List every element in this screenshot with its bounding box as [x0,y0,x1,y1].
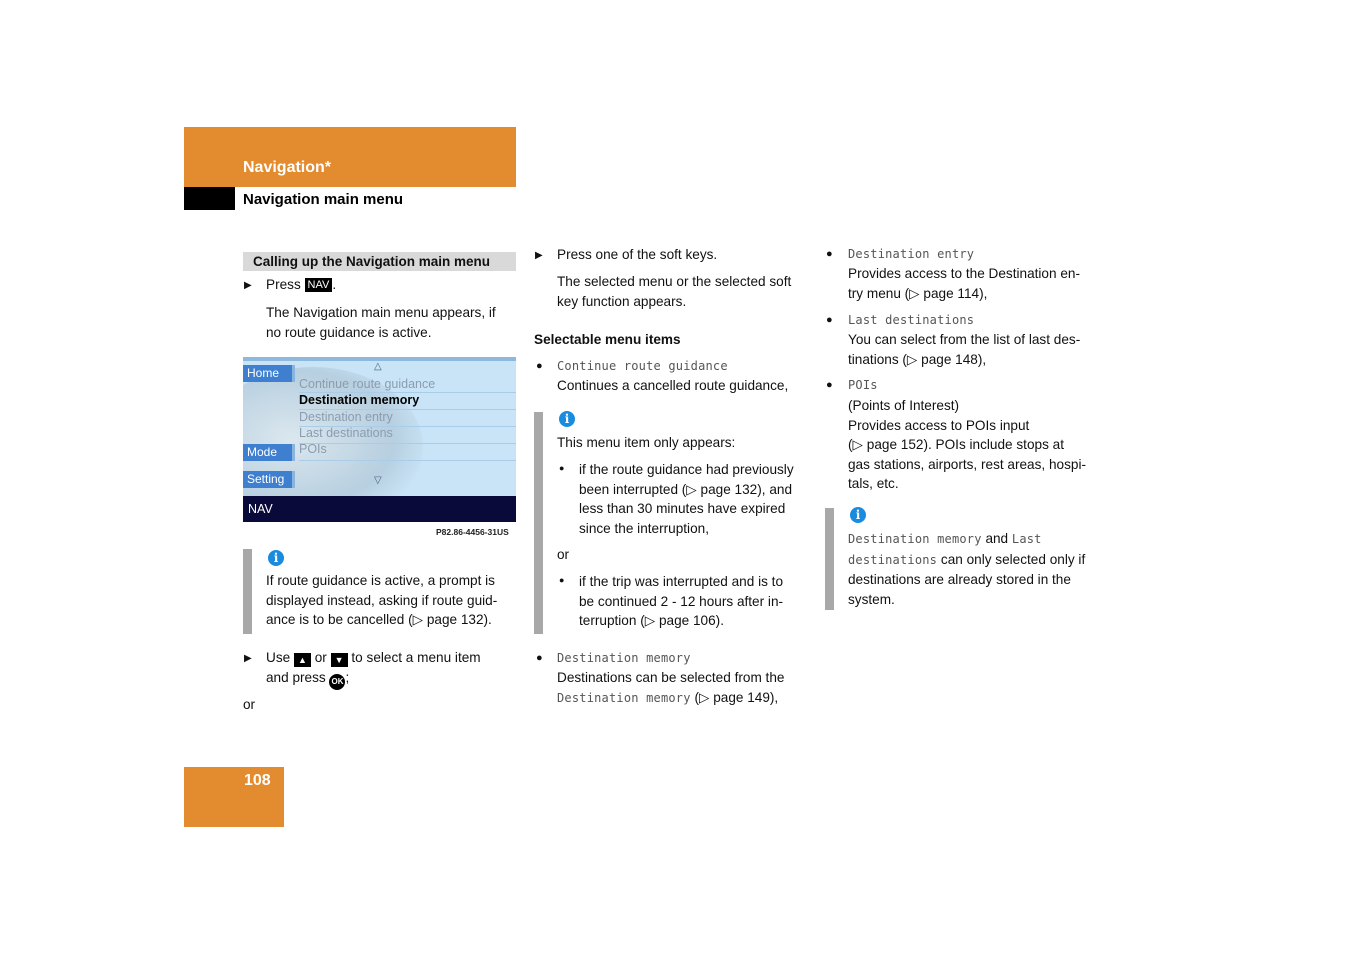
scroll-down-icon: ▽ [374,475,382,486]
info-icon: i [559,411,575,427]
ok-key-icon: OK [329,674,345,690]
bullet-icon: ● [826,248,833,260]
info-or: or [557,547,570,562]
bullet-icon: ● [559,463,565,473]
info-bullet: if the trip was interrupted and is to be continued 2 - 12 hours after in- terruption (▷ page 106). [579,574,784,628]
header-marker [184,187,235,210]
bullet-icon: ● [536,360,543,372]
step-result: The Navigation main menu appears, if no route guidance is active. [266,305,496,340]
menu-item-desc: Provides access to the Destination en- try menu (▷ page 114), [848,266,1080,301]
bullet-icon: ● [559,575,565,585]
screen-bottom-bar: NAV [243,496,516,522]
screen-item: Destination entry [299,410,393,424]
step-softkeys: Press one of the soft keys. [557,247,718,262]
info-bar [534,412,543,634]
bullet-icon: ● [536,652,543,664]
step-result: The selected menu or the selected soft key function appears. [557,274,792,309]
bullet-icon: ● [826,379,833,391]
step-press-nav: Press NAV . [266,277,337,292]
screen-item: POIs [299,442,327,456]
screen-tab-mode: Mode [243,444,295,461]
menu-item-desc: You can select from the list of last des- tinations (▷ page 148), [848,332,1081,367]
info-text: If route guidance is active, a prompt is displayed instead, asking if route guid- ance is to be cancelled (▷ page 132). [266,573,498,627]
menu-item-name: Destination entry [848,247,975,261]
subheading: Selectable menu items [534,332,681,347]
navigation-screen-image [243,357,516,522]
info-text: Destination memory and Last destinations can only selected only if destinations are already stored in the system. [848,531,1086,607]
page-title: Navigation main menu [243,191,404,208]
section-title: Navigation* [243,159,332,176]
screen-item: Last destinations [299,426,393,440]
bullet-icon: ● [826,314,833,326]
info-bar [243,549,252,634]
info-icon: i [850,507,866,523]
menu-item-name: POIs [848,378,878,392]
nav-key-icon: NAV [305,278,333,292]
menu-item-desc: Destinations can be selected from the Destination memory (▷ page 149), [557,670,785,705]
info-bullet: if the route guidance had previously been interrupted (▷ page 132), and less than 30 minutes have expired since the interruption, [579,462,794,536]
info-intro: This menu item only appears: [557,435,736,450]
down-key-icon: ▼ [331,653,348,667]
info-icon: i [268,550,284,566]
section-heading: Calling up the Navigation main menu [243,252,516,271]
step-arrow-icon: ▶ [535,250,543,261]
step-arrow-icon: ▶ [244,653,252,664]
step-select: Use ▲ or ▼ to select a menu item and press OK ; [266,648,481,690]
menu-item-name: Destination memory [557,651,691,665]
screen-item: Continue route guidance [299,377,436,391]
menu-item-name: Continue route guidance [557,359,728,373]
step-arrow-icon: ▶ [244,280,252,291]
scroll-up-icon: △ [374,361,382,372]
menu-item-desc: (Points of Interest) Provides access to POIs input (▷ page 152). POIs include stops at gas stations, airports, rest areas, hospi- tals, etc. [848,398,1086,491]
page-number: 108 [244,772,271,789]
image-code: P82.86-4456-31US [436,527,509,537]
screen-tab-home: Home [243,365,295,382]
menu-item-name: Last destinations [848,313,975,327]
or-text: or [243,697,256,712]
header-band [184,127,516,187]
info-bar [825,508,834,610]
screen-item-selected: Destination memory [299,393,420,407]
menu-item-desc: Continues a cancelled route guidance, [557,378,789,393]
up-key-icon: ▲ [294,653,311,667]
screen-tab-setting: Setting [243,471,295,488]
